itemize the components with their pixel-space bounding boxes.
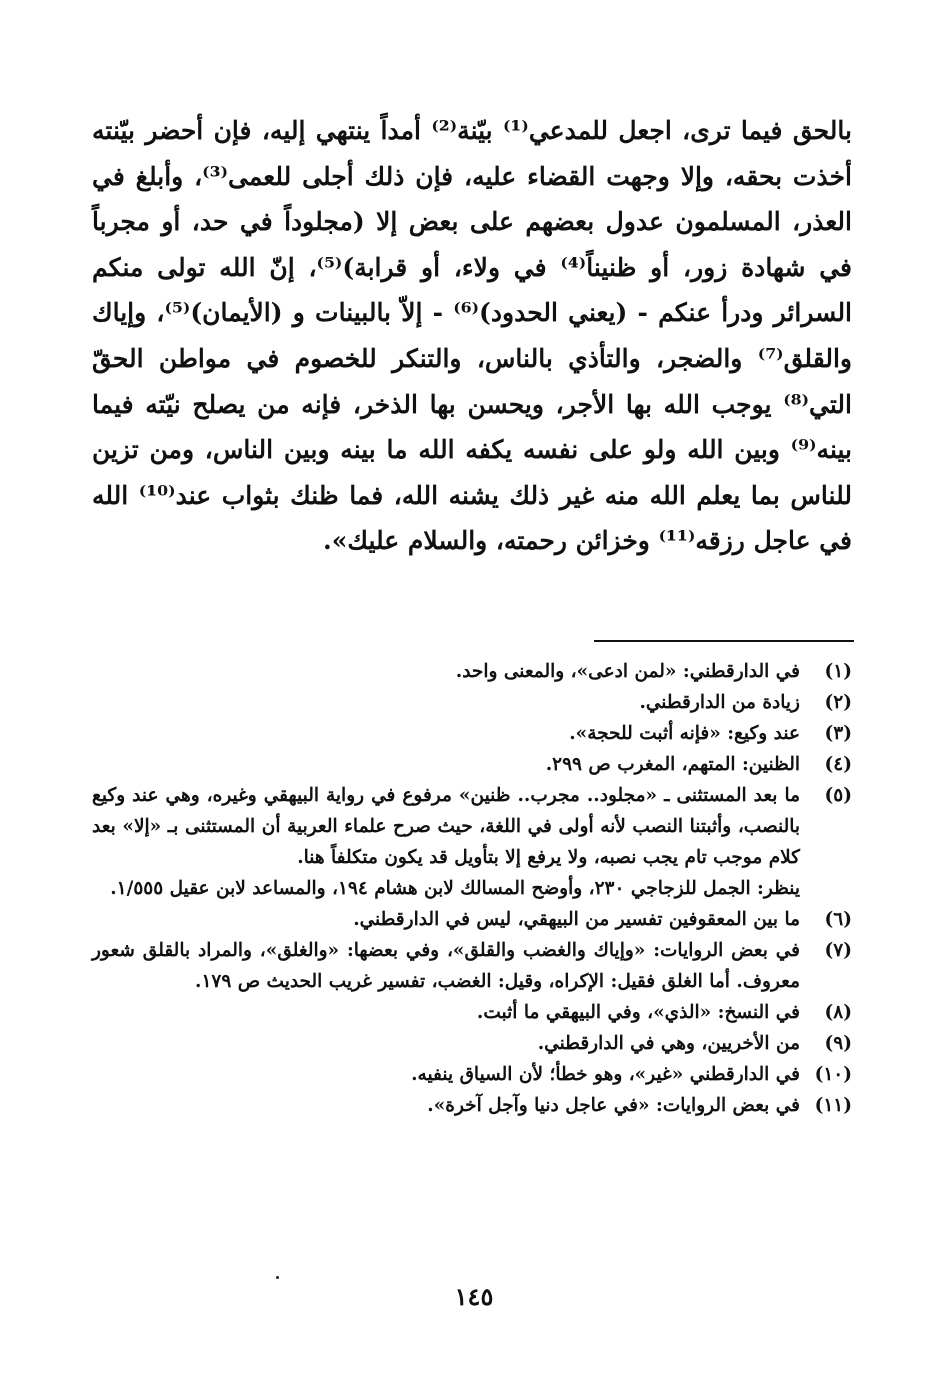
footnote-number: (١١) <box>814 1095 852 1116</box>
footnote-number: (٣) <box>824 723 852 744</box>
footnote-number: (٥) <box>824 785 852 806</box>
footnote-text: في بعض الروايات: «في عاجل دنيا وآجل آخرة». <box>427 1095 800 1116</box>
footnote-text: ما بين المعقوفين تفسير من البيهقي، ليس في الدارقطني. <box>353 909 800 930</box>
footnote-number: (١٠) <box>814 1064 852 1085</box>
footnote-item <box>92 1059 852 1090</box>
footnote-number: (٦) <box>824 909 852 930</box>
footnote-item <box>92 1090 852 1121</box>
scan-speck <box>276 1276 279 1279</box>
footnote-number: (٨) <box>824 1002 852 1023</box>
footnote-number: (١) <box>824 661 852 682</box>
footnotes-list <box>92 656 852 1121</box>
footnote-item <box>92 1028 852 1059</box>
footnote-item <box>92 656 852 687</box>
footnote-text: في النسخ: «الذي»، وفي البيهقي ما أثبت. <box>476 1002 800 1023</box>
footnote-text: في بعض الروايات: «وإياك والغضب والقلق»، وفي بعضها: «والغلق»، والمراد بالقلق شعور معروف. أما الغلق فقيل: الإكراه، وقيل: الغضب، تفسير غريب الحديث ص ١٧٩. <box>92 940 800 992</box>
footnote-text: ما بعد المستثنى ـ «مجلود.. مجرب.. ظنين» مرفوع في رواية البيهقي وغيره، وهي عند وكيع بالنصب، وأثبتنا النصب لأنه أولى في اللغة، حيث صرح علماء العربية أن المستثنى بـ «إلا» بعد كلام موجب تام يجب نصبه، ولا يرفع إلا بتأويل قد يكون متكلفاً هنا. <box>92 785 800 868</box>
page-number: ١٤٥ <box>454 1282 494 1311</box>
footnote-number: (٤) <box>824 754 852 775</box>
main-paragraph: بالحق فيما ترى، اجعل للمدعي⁽¹⁾ بيّنة⁽²⁾ أمداً ينتهي إليه، فإن أحضر بيّنته أخذت بحقه، وإلا وجهت القضاء عليه، فإن ذلك أجلى للعمى⁽³⁾، وأبلغ في العذر، المسلمون عدول بعضهم على بعض إلا (مجلوداً في حد، أو مجرباً في شهادة زور، أو ظنيناً⁽⁴⁾ في ولاء، أو قرابة)⁽⁵⁾، إنّ الله تولى منكم السرائر ودرأ عنكم - (يعني الحدود)⁽⁶⁾ - إلاّ بالبينات و (الأيمان)⁽⁵⁾، وإياك والقلق⁽⁷⁾ والضجر، والتأذي بالناس، والتنكر للخصوم في مواطن الحقّ التي⁽⁸⁾ يوجب الله بها الأجر، ويحسن بها الذخر، فإنه من يصلح نيّته فيما بينه⁽⁹⁾ وبين الله ولو على نفسه يكفه الله ما بينه وبين الناس، ومن تزين للناس بما يعلم الله منه غير ذلك يشنه الله، فما ظنك بثواب عند⁽¹⁰⁾ الله في عاجل رزقه⁽¹¹⁾ وخزائن رحمته، والسلام عليك». <box>92 116 853 556</box>
footnote-number: (٧) <box>824 940 852 961</box>
footnote-text: في الدارقطني: «لمن ادعى»، والمعنى واحد. <box>455 661 800 682</box>
footnote-reference-text: ينظر: الجمل للزجاجي ٢٣٠، وأوضح المسالك لابن هشام ١٩٤، والمساعد لابن عقيل ١/٥٥٥. <box>110 878 800 899</box>
footnote-number: (٩) <box>824 1033 852 1054</box>
footnote-item <box>92 997 852 1028</box>
footnote-number: (٢) <box>824 692 852 713</box>
footnote-item <box>92 935 852 997</box>
footnote-text: الظنين: المتهم، المغرب ص ٢٩٩. <box>545 754 800 775</box>
footnote-item <box>92 780 852 904</box>
footnote-item <box>92 687 852 718</box>
footnote-text: من الأخريين، وهي في الدارقطني. <box>537 1033 800 1054</box>
footnote-item <box>92 904 852 935</box>
footnote-item <box>92 718 852 749</box>
footnote-text-block <box>92 780 800 904</box>
footnote-text: عند وكيع: «فإنه أثبت للحجة». <box>569 723 800 744</box>
footnote-text: زيادة من الدارقطني. <box>639 692 800 713</box>
footnote-separator <box>594 640 854 642</box>
main-text-block <box>92 108 852 564</box>
footnote-item <box>92 749 852 780</box>
footnote-text: في الدارقطني «غير»، وهو خطأ؛ لأن السياق ينفيه. <box>411 1064 800 1085</box>
